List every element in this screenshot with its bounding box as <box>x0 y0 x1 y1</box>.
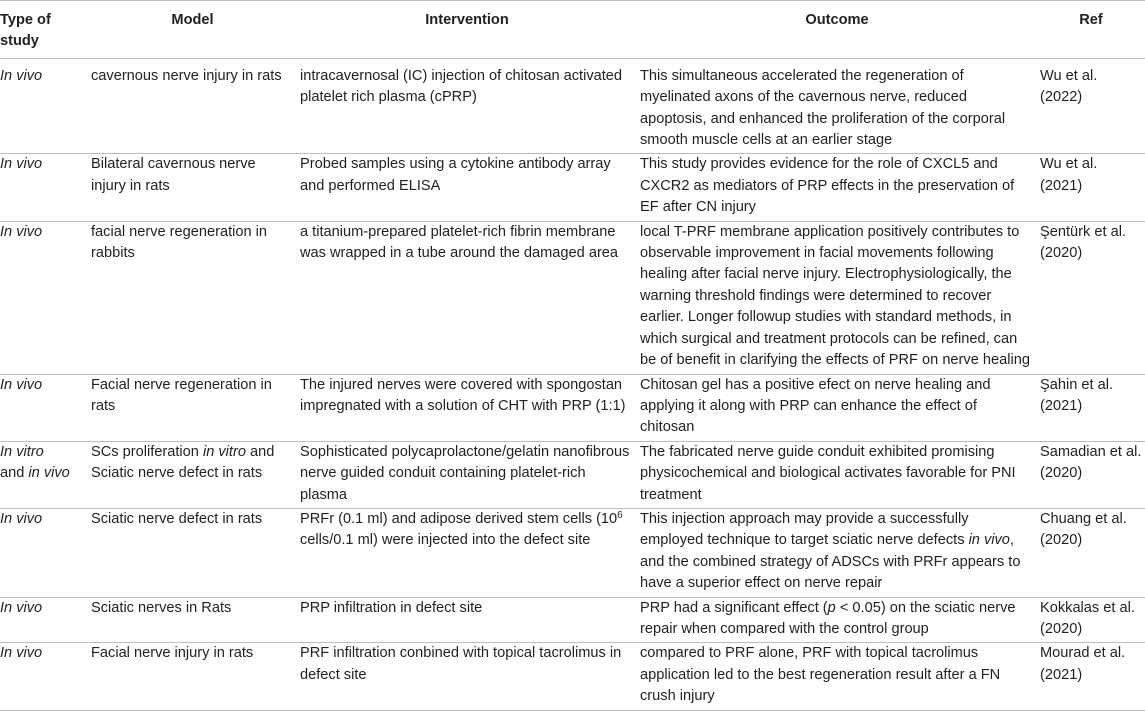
header-intervention: Intervention <box>297 1 637 59</box>
cell-outcome: compared to PRF alone, PRF with topical tacrolimus application led to the best regeneration result after a FN crush injury <box>637 643 1037 710</box>
header-model: Model <box>88 1 297 59</box>
cell-intervention: The injured nerves were covered with spongostan impregnated with a solution of CHT with PRP (1:1) <box>297 374 637 441</box>
cell-ref: Wu et al. (2021) <box>1037 154 1145 221</box>
type-part: in vivo <box>28 465 70 482</box>
cell-intervention: intracavernosal (IC) injection of chitosan activated platelet rich plasma (cPRP) <box>297 58 637 154</box>
cell-outcome: The fabricated nerve guide conduit exhibited promising physicochemical and biological activates favorable for PNI treatment <box>637 441 1037 508</box>
cell-outcome <box>637 597 1037 643</box>
cell-ref: Mourad et al. (2021) <box>1037 643 1145 710</box>
header-row <box>0 1 1145 59</box>
cell-type-of-study <box>0 441 88 508</box>
cell-outcome: This study provides evidence for the role of CXCL5 and CXCR2 as mediators of PRP effects in the preservation of EF after CN injury <box>637 154 1037 221</box>
cell-model: Sciatic nerves in Rats <box>88 597 297 643</box>
cell-outcome: This simultaneous accelerated the regeneration of myelinated axons of the cavernous nerve, reduced apoptosis, and enhanced the proliferation of the corporal smooth muscle cells at an earlier stage <box>637 58 1037 154</box>
header-type-of-study: Type of study <box>0 1 88 59</box>
type-part: and <box>0 465 25 482</box>
outcome-part: in vivo <box>968 532 1010 549</box>
table-row <box>0 221 1145 374</box>
cell-type-of-study: In vivo <box>0 597 88 643</box>
table-row <box>0 154 1145 221</box>
cell-ref: Chuang et al. (2020) <box>1037 508 1145 597</box>
cell-type-of-study: In vivo <box>0 154 88 221</box>
table-row <box>0 508 1145 597</box>
model-part: and Sciatic nerve defect in rats <box>91 443 275 482</box>
cell-model: cavernous nerve injury in rats <box>88 58 297 154</box>
cell-model: Facial nerve injury in rats <box>88 643 297 710</box>
cell-intervention: a titanium-prepared platelet-rich fibrin membrane was wrapped in a tube around the damaged area <box>297 221 637 374</box>
table-row <box>0 597 1145 643</box>
cell-type-of-study: In vivo <box>0 508 88 597</box>
outcome-part: , and the combined strategy of ADSCs with PRFr appears to have a superior effect on nerve repair <box>640 532 1021 592</box>
cell-intervention: PRF infiltration conbined with topical tacrolimus in defect site <box>297 643 637 710</box>
cell-model <box>88 441 297 508</box>
table-row <box>0 374 1145 441</box>
cell-ref: Wu et al. (2022) <box>1037 58 1145 154</box>
cell-intervention: PRP infiltration in defect site <box>297 597 637 643</box>
outcome-part: This injection approach may provide a successfully employed technique to target sciatic nerve defects <box>640 510 969 549</box>
cell-type-of-study: In vivo <box>0 374 88 441</box>
intervention-part: cells/0.1 ml) were injected into the defect site <box>300 532 591 549</box>
header-ref: Ref <box>1037 1 1145 59</box>
cell-intervention <box>297 508 637 597</box>
superscript-exponent: 6 <box>617 509 623 521</box>
type-part: In vitro <box>0 443 44 460</box>
table-row <box>0 58 1145 154</box>
cell-type-of-study: In vivo <box>0 643 88 710</box>
outcome-part: p <box>827 599 836 616</box>
cell-type-of-study: In vivo <box>0 58 88 154</box>
cell-model: Facial nerve regeneration in rats <box>88 374 297 441</box>
intervention-part: PRFr (0.1 ml) and adipose derived stem cells (10 <box>300 510 618 527</box>
model-part: in vitro <box>202 443 246 460</box>
cell-model: facial nerve regeneration in rabbits <box>88 221 297 374</box>
cell-intervention: Sophisticated polycaprolactone/gelatin nanofibrous nerve guided conduit containing platelet-rich plasma <box>297 441 637 508</box>
cell-ref: Samadian et al. (2020) <box>1037 441 1145 508</box>
outcome-part: < 0.05) on the sciatic nerve repair when compared with the control group <box>640 599 1016 637</box>
cell-outcome: local T-PRF membrane application positively contributes to observable improvement in facial movements following healing after facial nerve injury. Electrophysiologically, the warning threshold findings were determined to recover earlier. Longer followup studies with standard methods, in which surgical and treatment protocols can be refined, can be of benefit in clarifying the effects of PRF on nerve healing <box>637 221 1037 374</box>
cell-ref: Kokkalas et al. (2020) <box>1037 597 1145 643</box>
cell-outcome <box>637 508 1037 597</box>
cell-model: Sciatic nerve defect in rats <box>88 508 297 597</box>
cell-ref: Şentürk et al. (2020) <box>1037 221 1145 374</box>
model-part: SCs proliferation <box>91 443 199 460</box>
cell-model: Bilateral cavernous nerve injury in rats <box>88 154 297 221</box>
table-row <box>0 643 1145 710</box>
cell-ref: Şahin et al. (2021) <box>1037 374 1145 441</box>
cell-outcome: Chitosan gel has a positive efect on nerve healing and applying it along with PRP can enhance the effect of chitosan <box>637 374 1037 441</box>
table-row <box>0 441 1145 508</box>
header-outcome: Outcome <box>637 1 1037 59</box>
outcome-part: PRP had a significant effect ( <box>640 599 828 616</box>
cell-intervention: Probed samples using a cytokine antibody array and performed ELISA <box>297 154 637 221</box>
cell-type-of-study: In vivo <box>0 221 88 374</box>
